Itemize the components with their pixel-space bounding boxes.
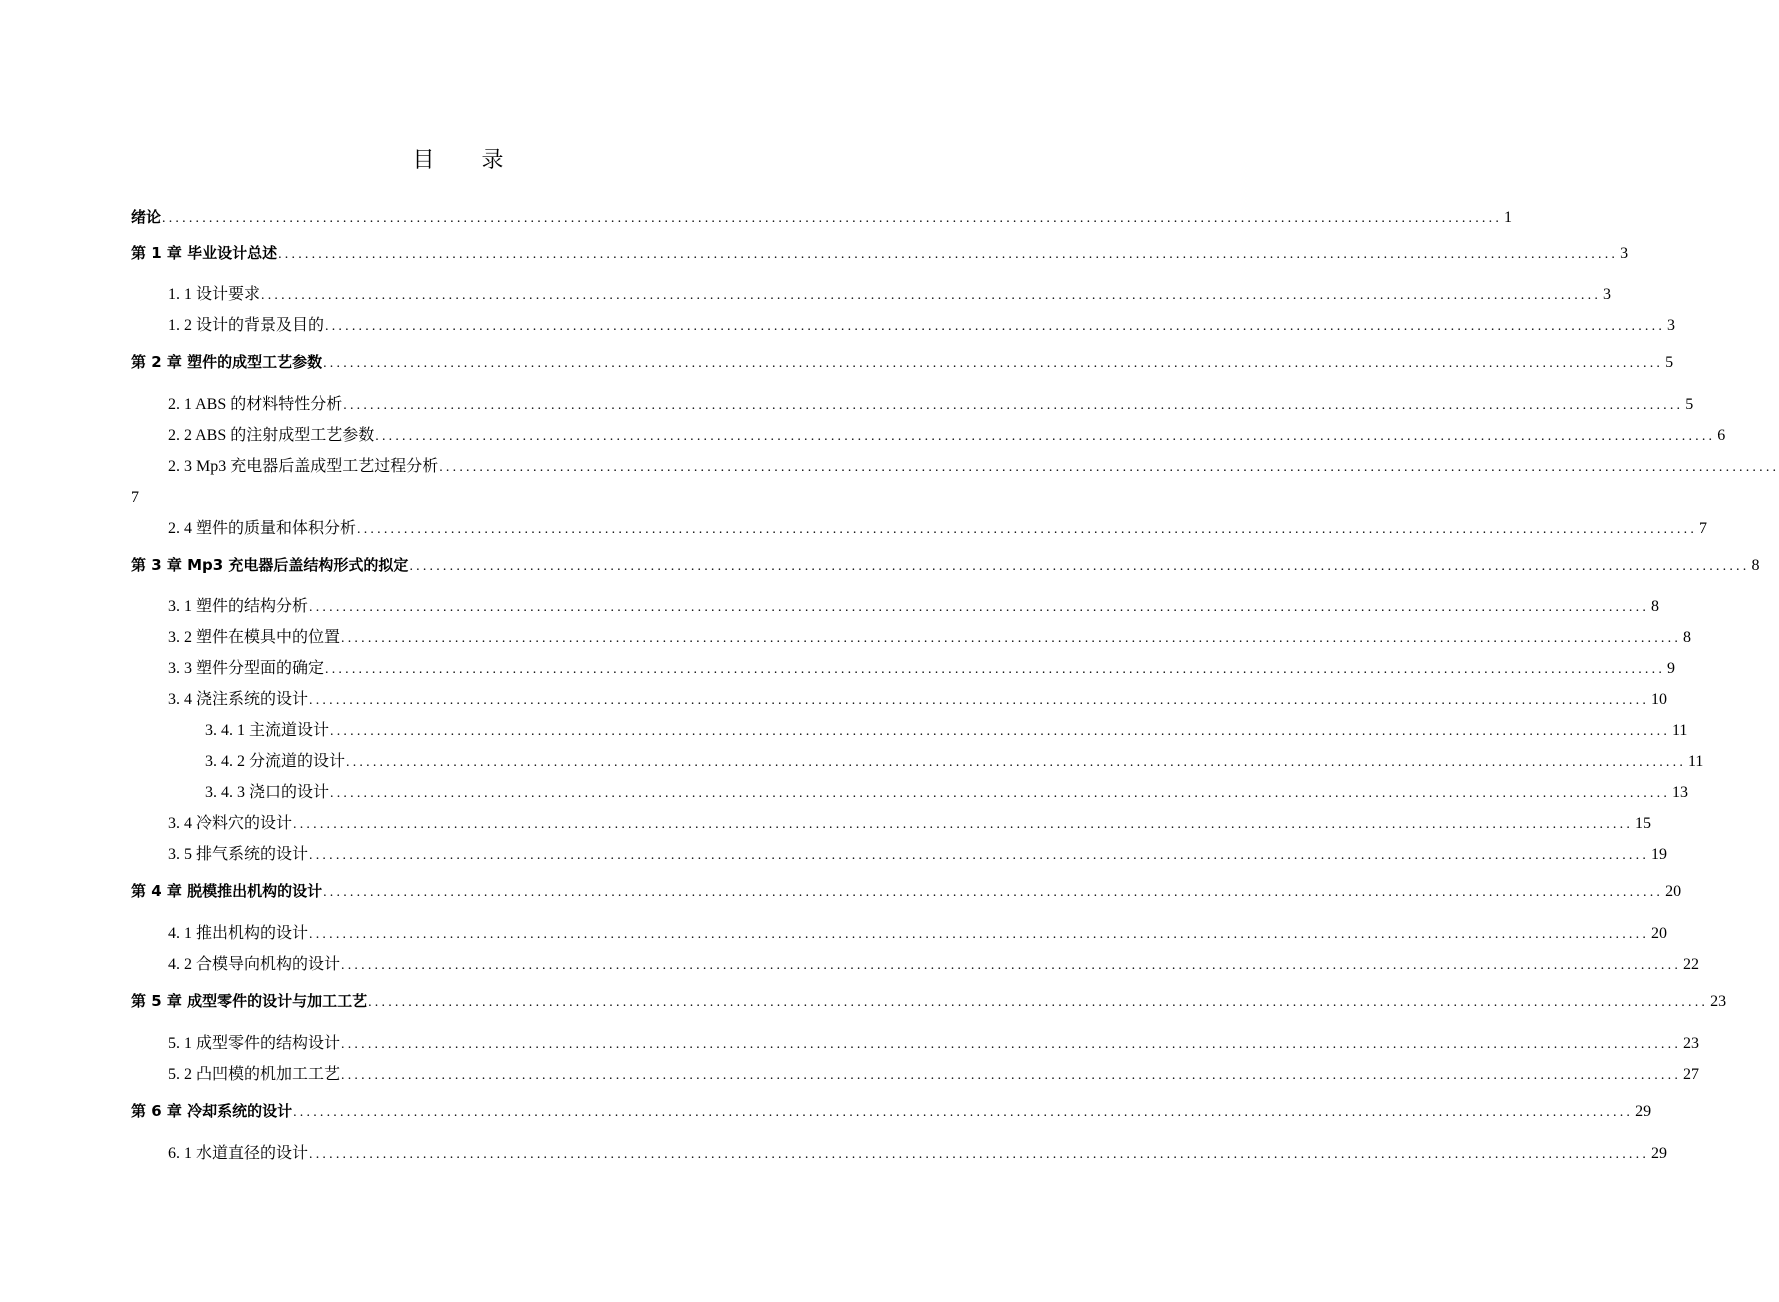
toc-page-number: 6 <box>1717 427 1726 444</box>
toc-page-number: 7 <box>1699 520 1708 537</box>
toc-leader-dots: ........................................................................................................................................................................................................ <box>293 1105 1634 1120</box>
toc-page-number: 29 <box>1635 1103 1652 1120</box>
toc-section-entry[interactable] <box>168 1065 1700 1086</box>
toc-page-number: 5 <box>1665 354 1674 371</box>
toc-subsection-entry[interactable] <box>205 721 1688 742</box>
toc-page-number: 22 <box>1683 956 1700 973</box>
toc-chapter-entry[interactable] <box>131 1101 1652 1123</box>
toc-leader-dots: ........................................................................................................................................................................................................ <box>309 600 1650 615</box>
toc-leader-dots: ........................................................................................................................................................................................................ <box>323 885 1664 900</box>
toc-section-entry[interactable] <box>168 426 1726 447</box>
toc-subsection-entry[interactable] <box>205 752 1704 773</box>
toc-entry-label: 4. 1 推出机构的设计 <box>168 925 309 942</box>
toc-entry-label: 第 4 章 脱模推出机构的设计 <box>131 882 323 900</box>
toc-page-number: 3 <box>1667 317 1676 334</box>
toc-section-entry[interactable] <box>168 814 1652 835</box>
toc-leader-dots: ........................................................................................................................................................................................................ <box>343 398 1684 413</box>
toc-chapter-entry[interactable] <box>131 881 1682 903</box>
toc-entry-label: 3. 3 塑件分型面的确定 <box>168 660 325 677</box>
toc-page-number: 29 <box>1651 1145 1668 1162</box>
toc-entry-label: 第 5 章 成型零件的设计与加工工艺 <box>131 992 368 1010</box>
toc-entry-label: 6. 1 水道直径的设计 <box>168 1145 309 1162</box>
toc-leader-dots: ........................................................................................................................................................................................................ <box>330 786 1671 801</box>
toc-entry-label: 第 6 章 冷却系统的设计 <box>131 1102 293 1120</box>
toc-page-number: 15 <box>1635 815 1652 832</box>
toc-page-number: 23 <box>1710 993 1727 1010</box>
toc-chapter-entry[interactable] <box>131 555 1760 577</box>
toc-entry-label: 1. 2 设计的背景及目的 <box>168 317 325 334</box>
toc-leader-dots: ........................................................................................................................................................................................................ <box>323 356 1664 371</box>
toc-leader-dots: ........................................................................................................................................................................................................ <box>409 559 1750 574</box>
toc-leader-dots: ........................................................................................................................................................................................................ <box>162 211 1503 226</box>
toc-entry-label: 4. 2 合模导向机构的设计 <box>168 956 341 973</box>
toc-page-number: 27 <box>1683 1066 1700 1083</box>
toc-page-number: 3 <box>1620 245 1629 262</box>
toc-entry-label: 3. 4. 1 主流道设计 <box>205 722 330 739</box>
toc-entry-label: 3. 4. 2 分流道的设计 <box>205 753 346 770</box>
toc-chapter-entry[interactable] <box>131 352 1674 374</box>
toc-leader-dots: ........................................................................................................................................................................................................ <box>439 460 1779 475</box>
toc-entry-label: 3. 1 塑件的结构分析 <box>168 598 309 615</box>
toc-entry-label: 2. 3 Mp3 充电器后盖成型工艺过程分析 <box>168 458 439 475</box>
toc-leader-dots: ........................................................................................................................................................................................................ <box>341 631 1682 646</box>
toc-page-number: 1 <box>1504 209 1513 226</box>
toc-page-number: 8 <box>1651 598 1660 615</box>
toc-chapter-entry[interactable] <box>131 207 1513 229</box>
toc-page-number: 13 <box>1672 784 1689 801</box>
toc-page-number: 20 <box>1665 883 1682 900</box>
toc-leader-dots: ........................................................................................................................................................................................................ <box>341 958 1682 973</box>
toc-section-entry[interactable] <box>168 457 1779 478</box>
toc-leader-dots: ........................................................................................................................................................................................................ <box>309 1147 1650 1162</box>
toc-entry-label: 第 1 章 毕业设计总述 <box>131 244 278 262</box>
toc-page-number: 8 <box>1683 629 1692 646</box>
toc-leader-dots: ........................................................................................................................................................................................................ <box>325 319 1666 334</box>
toc-section-entry[interactable] <box>168 955 1700 976</box>
toc-entry-label: 绪论 <box>131 208 162 226</box>
toc-section-entry[interactable] <box>168 285 1612 306</box>
toc-title: 目 录 <box>412 148 524 173</box>
toc-section-entry[interactable] <box>168 1034 1700 1055</box>
toc-entry-label: 2. 4 塑件的质量和体积分析 <box>168 520 357 537</box>
toc-entry-label: 5. 2 凸凹模的机加工工艺 <box>168 1066 341 1083</box>
toc-section-entry[interactable] <box>168 597 1660 618</box>
toc-entry-label: 3. 2 塑件在模具中的位置 <box>168 629 341 646</box>
toc-subsection-entry[interactable] <box>205 783 1689 804</box>
toc-leader-dots: ........................................................................................................................................................................................................ <box>309 693 1650 708</box>
toc-leader-dots: ........................................................................................................................................................................................................ <box>293 817 1634 832</box>
toc-entry-label: 5. 1 成型零件的结构设计 <box>168 1035 341 1052</box>
toc-leader-dots: ........................................................................................................................................................................................................ <box>341 1037 1682 1052</box>
toc-page-number: 19 <box>1651 846 1668 863</box>
toc-leader-dots: ........................................................................................................................................................................................................ <box>309 927 1650 942</box>
toc-leader-dots: ........................................................................................................................................................................................................ <box>325 662 1666 677</box>
toc-leader-dots: ........................................................................................................................................................................................................ <box>278 247 1619 262</box>
toc-section-entry[interactable] <box>168 628 1692 649</box>
toc-entry-label: 3. 4 浇注系统的设计 <box>168 691 309 708</box>
toc-leader-dots: ........................................................................................................................................................................................................ <box>375 429 1716 444</box>
toc-entry-label: 3. 5 排气系统的设计 <box>168 846 309 863</box>
toc-chapter-entry[interactable] <box>131 991 1727 1013</box>
toc-entry-label: 第 2 章 塑件的成型工艺参数 <box>131 353 323 371</box>
toc-page-number: 7 <box>131 489 139 506</box>
toc-entry-label: 2. 2 ABS 的注射成型工艺参数 <box>168 427 375 444</box>
toc-leader-dots: ........................................................................................................................................................................................................ <box>368 995 1709 1010</box>
toc-entry-label: 2. 1 ABS 的材料特性分析 <box>168 396 343 413</box>
toc-section-entry[interactable] <box>168 659 1676 680</box>
toc-section-entry[interactable] <box>168 519 1708 540</box>
toc-page-number: 5 <box>1685 396 1694 413</box>
toc-page-number: 9 <box>1667 660 1676 677</box>
toc-section-entry[interactable] <box>168 924 1668 945</box>
toc-section-entry[interactable] <box>168 1144 1668 1165</box>
toc-chapter-entry[interactable] <box>131 243 1629 265</box>
toc-page-number: 8 <box>1751 557 1760 574</box>
toc-page-number: 11 <box>1672 722 1688 739</box>
toc-section-entry[interactable] <box>168 845 1668 866</box>
toc-page-number: 23 <box>1683 1035 1700 1052</box>
toc-section-entry[interactable] <box>168 316 1676 337</box>
toc-entry-label: 3. 4 冷料穴的设计 <box>168 815 293 832</box>
toc-entry-label: 3. 4. 3 浇口的设计 <box>205 784 330 801</box>
toc-entry-label: 第 3 章 Mp3 充电器后盖结构形式的拟定 <box>131 556 409 574</box>
toc-leader-dots: ........................................................................................................................................................................................................ <box>261 288 1602 303</box>
toc-page-number: 3 <box>1603 286 1612 303</box>
toc-leader-dots: ........................................................................................................................................................................................................ <box>330 724 1671 739</box>
toc-section-entry[interactable] <box>168 395 1694 416</box>
toc-section-entry[interactable] <box>168 690 1668 711</box>
toc-leader-dots: ........................................................................................................................................................................................................ <box>346 755 1687 770</box>
toc-leader-dots: ........................................................................................................................................................................................................ <box>341 1068 1682 1083</box>
toc-page-number: 10 <box>1651 691 1668 708</box>
toc-page-number: 20 <box>1651 925 1668 942</box>
toc-leader-dots: ........................................................................................................................................................................................................ <box>309 848 1650 863</box>
toc-page-number: 11 <box>1688 753 1704 770</box>
toc-leader-dots: ........................................................................................................................................................................................................ <box>357 522 1698 537</box>
toc-entry-label: 1. 1 设计要求 <box>168 286 261 303</box>
